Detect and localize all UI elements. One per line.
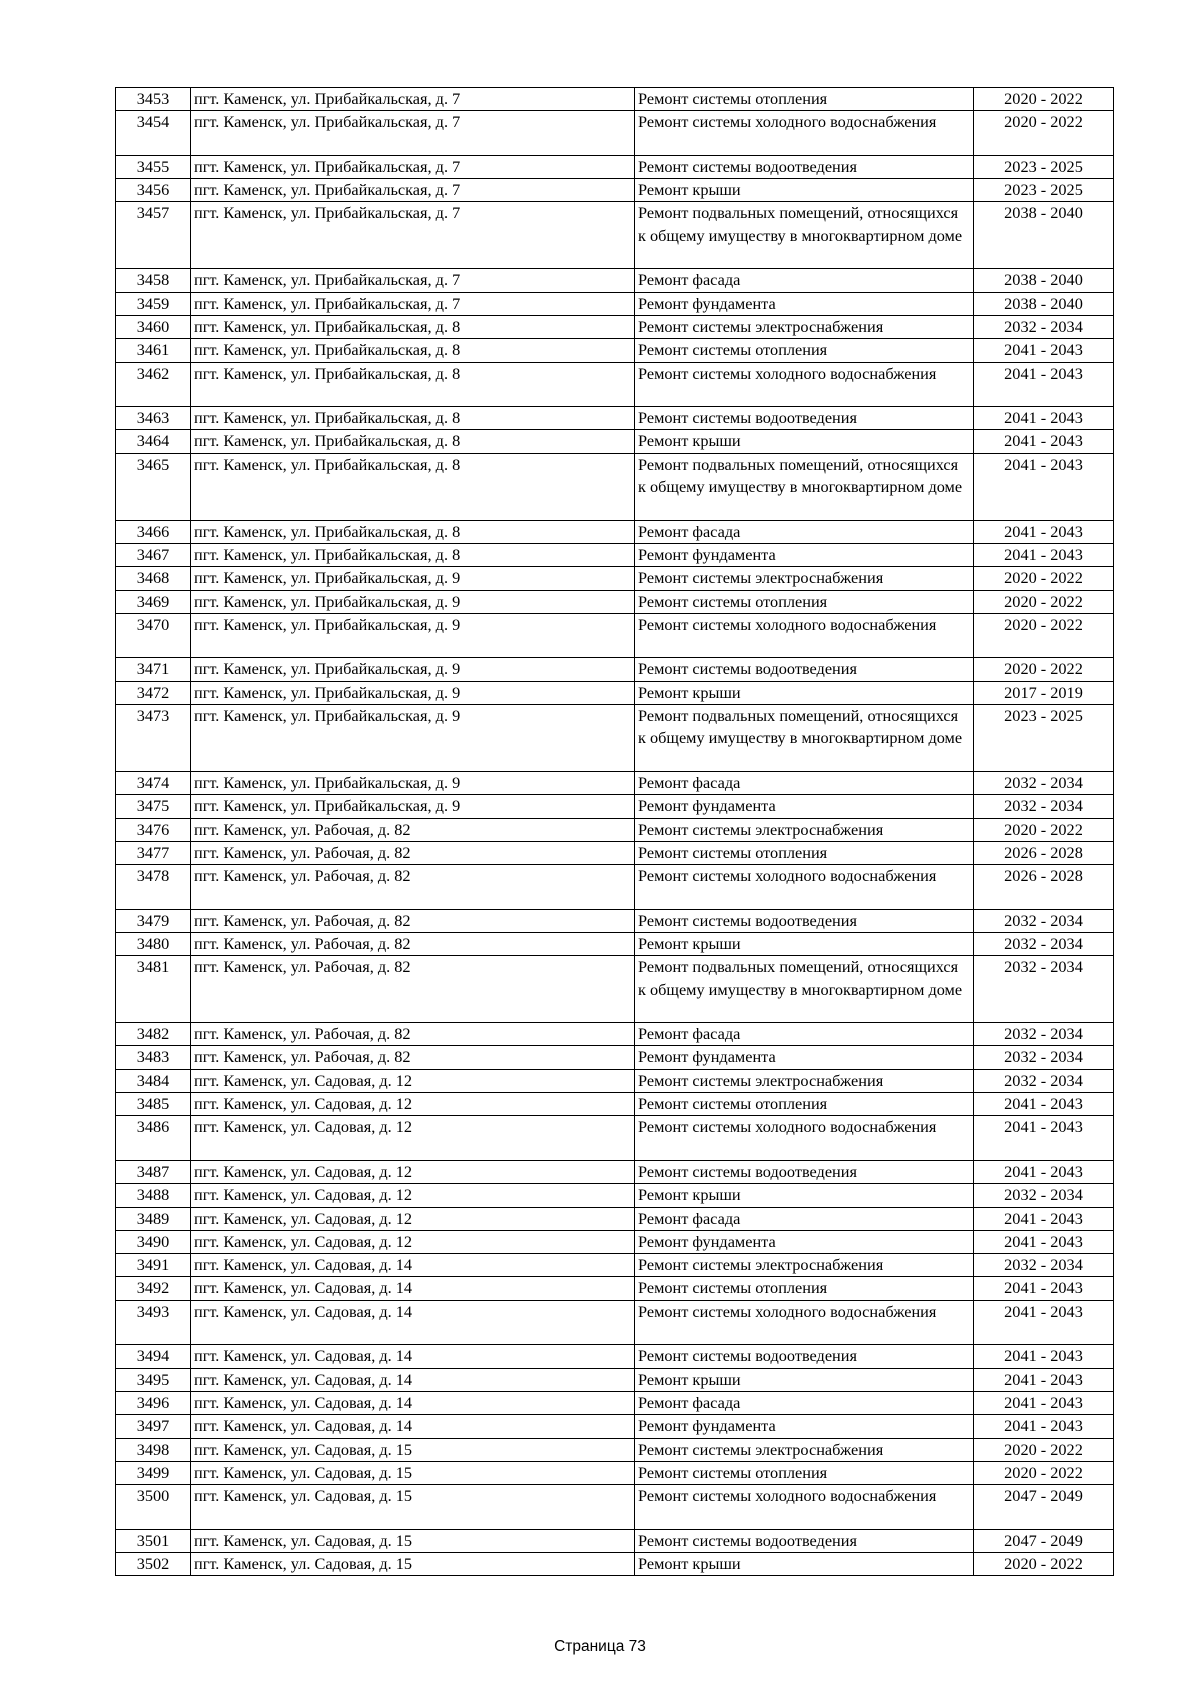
period-cell: 2047 - 2049	[974, 1529, 1114, 1552]
row-number-cell: 3474	[116, 771, 191, 794]
work-type-cell: Ремонт системы отопления	[635, 1277, 974, 1300]
table-row	[116, 202, 1114, 269]
address-cell: пгт. Каменск, ул. Прибайкальская, д. 9	[191, 795, 635, 818]
row-number-cell: 3479	[116, 909, 191, 932]
table-row	[116, 111, 1114, 156]
period-cell: 2020 - 2022	[974, 818, 1114, 841]
work-type-cell: Ремонт системы электроснабжения	[635, 1069, 974, 1092]
work-type-cell: Ремонт системы водоотведения	[635, 1160, 974, 1183]
period-cell: 2032 - 2034	[974, 1046, 1114, 1069]
work-type-cell: Ремонт системы электроснабжения	[635, 1254, 974, 1277]
row-number-cell: 3483	[116, 1046, 191, 1069]
address-cell: пгт. Каменск, ул. Прибайкальская, д. 8	[191, 453, 635, 520]
period-cell: 2041 - 2043	[974, 362, 1114, 407]
address-cell: пгт. Каменск, ул. Садовая, д. 14	[191, 1345, 635, 1368]
address-cell: пгт. Каменск, ул. Прибайкальская, д. 8	[191, 362, 635, 407]
table-row	[116, 1230, 1114, 1253]
period-cell: 2047 - 2049	[974, 1485, 1114, 1530]
work-type-cell: Ремонт системы холодного водоснабжения	[635, 111, 974, 156]
period-cell: 2032 - 2034	[974, 315, 1114, 338]
work-type-cell: Ремонт системы отопления	[635, 1093, 974, 1116]
table-row	[116, 1415, 1114, 1438]
table-row	[116, 681, 1114, 704]
address-cell: пгт. Каменск, ул. Прибайкальская, д. 7	[191, 269, 635, 292]
work-type-cell: Ремонт фундамента	[635, 543, 974, 566]
row-number-cell: 3491	[116, 1254, 191, 1277]
period-cell: 2032 - 2034	[974, 1254, 1114, 1277]
row-number-cell: 3463	[116, 407, 191, 430]
period-cell: 2038 - 2040	[974, 292, 1114, 315]
period-cell: 2023 - 2025	[974, 155, 1114, 178]
address-cell: пгт. Каменск, ул. Прибайкальская, д. 7	[191, 88, 635, 111]
period-cell: 2041 - 2043	[974, 1415, 1114, 1438]
address-cell: пгт. Каменск, ул. Садовая, д. 15	[191, 1438, 635, 1461]
row-number-cell: 3493	[116, 1300, 191, 1345]
table-row	[116, 269, 1114, 292]
work-type-cell: Ремонт фундамента	[635, 1230, 974, 1253]
period-cell: 2020 - 2022	[974, 1438, 1114, 1461]
table-row	[116, 932, 1114, 955]
work-type-cell: Ремонт фундамента	[635, 1046, 974, 1069]
address-cell: пгт. Каменск, ул. Прибайкальская, д. 9	[191, 567, 635, 590]
row-number-cell: 3501	[116, 1529, 191, 1552]
work-type-cell: Ремонт крыши	[635, 1553, 974, 1576]
table-row	[116, 315, 1114, 338]
address-cell: пгт. Каменск, ул. Прибайкальская, д. 7	[191, 111, 635, 156]
work-type-cell: Ремонт системы водоотведения	[635, 909, 974, 932]
row-number-cell: 3468	[116, 567, 191, 590]
table-row	[116, 1023, 1114, 1046]
address-cell: пгт. Каменск, ул. Рабочая, д. 82	[191, 865, 635, 910]
period-cell: 2020 - 2022	[974, 1553, 1114, 1576]
address-cell: пгт. Каменск, ул. Садовая, д. 14	[191, 1254, 635, 1277]
work-type-cell: Ремонт подвальных помещений, относящихся к общему имуществу в многоквартирном доме	[635, 705, 974, 772]
address-cell: пгт. Каменск, ул. Садовая, д. 12	[191, 1207, 635, 1230]
address-cell: пгт. Каменск, ул. Рабочая, д. 82	[191, 1023, 635, 1046]
row-number-cell: 3492	[116, 1277, 191, 1300]
row-number-cell: 3461	[116, 339, 191, 362]
address-cell: пгт. Каменск, ул. Прибайкальская, д. 8	[191, 315, 635, 338]
row-number-cell: 3480	[116, 932, 191, 955]
address-cell: пгт. Каменск, ул. Садовая, д. 15	[191, 1461, 635, 1484]
address-cell: пгт. Каменск, ул. Прибайкальская, д. 9	[191, 658, 635, 681]
table-row	[116, 155, 1114, 178]
period-cell: 2041 - 2043	[974, 1391, 1114, 1414]
period-cell: 2020 - 2022	[974, 88, 1114, 111]
row-number-cell: 3457	[116, 202, 191, 269]
row-number-cell: 3478	[116, 865, 191, 910]
period-cell: 2026 - 2028	[974, 841, 1114, 864]
address-cell: пгт. Каменск, ул. Прибайкальская, д. 7	[191, 202, 635, 269]
address-cell: пгт. Каменск, ул. Садовая, д. 12	[191, 1116, 635, 1161]
work-type-cell: Ремонт системы электроснабжения	[635, 818, 974, 841]
address-cell: пгт. Каменск, ул. Прибайкальская, д. 7	[191, 292, 635, 315]
address-cell: пгт. Каменск, ул. Рабочая, д. 82	[191, 841, 635, 864]
row-number-cell: 3464	[116, 430, 191, 453]
table-row	[116, 658, 1114, 681]
work-type-cell: Ремонт фундамента	[635, 1415, 974, 1438]
table-row	[116, 590, 1114, 613]
work-type-cell: Ремонт фасада	[635, 1207, 974, 1230]
table-row	[116, 1461, 1114, 1484]
table-row	[116, 909, 1114, 932]
row-number-cell: 3495	[116, 1368, 191, 1391]
work-type-cell: Ремонт системы отопления	[635, 841, 974, 864]
table-row	[116, 841, 1114, 864]
work-type-cell: Ремонт системы холодного водоснабжения	[635, 1300, 974, 1345]
row-number-cell: 3484	[116, 1069, 191, 1092]
period-cell: 2041 - 2043	[974, 1345, 1114, 1368]
row-number-cell: 3498	[116, 1438, 191, 1461]
table-row	[116, 430, 1114, 453]
table-row	[116, 1254, 1114, 1277]
work-type-cell: Ремонт системы водоотведения	[635, 1345, 974, 1368]
work-type-cell: Ремонт крыши	[635, 681, 974, 704]
address-cell: пгт. Каменск, ул. Рабочая, д. 82	[191, 1046, 635, 1069]
page-number-label: Страница 73	[554, 1638, 646, 1655]
repair-schedule-table	[115, 87, 1114, 1576]
period-cell: 2020 - 2022	[974, 111, 1114, 156]
period-cell: 2020 - 2022	[974, 567, 1114, 590]
table-row	[116, 1438, 1114, 1461]
address-cell: пгт. Каменск, ул. Рабочая, д. 82	[191, 818, 635, 841]
period-cell: 2026 - 2028	[974, 865, 1114, 910]
row-number-cell: 3473	[116, 705, 191, 772]
period-cell: 2032 - 2034	[974, 1184, 1114, 1207]
work-type-cell: Ремонт подвальных помещений, относящихся к общему имуществу в многоквартирном доме	[635, 453, 974, 520]
address-cell: пгт. Каменск, ул. Рабочая, д. 82	[191, 909, 635, 932]
period-cell: 2032 - 2034	[974, 1023, 1114, 1046]
period-cell: 2041 - 2043	[974, 430, 1114, 453]
work-type-cell: Ремонт подвальных помещений, относящихся к общему имуществу в многоквартирном доме	[635, 202, 974, 269]
work-type-cell: Ремонт фундамента	[635, 292, 974, 315]
row-number-cell: 3453	[116, 88, 191, 111]
row-number-cell: 3459	[116, 292, 191, 315]
address-cell: пгт. Каменск, ул. Садовая, д. 14	[191, 1391, 635, 1414]
period-cell: 2032 - 2034	[974, 795, 1114, 818]
table-row	[116, 1277, 1114, 1300]
period-cell: 2038 - 2040	[974, 202, 1114, 269]
work-type-cell: Ремонт фасада	[635, 520, 974, 543]
row-number-cell: 3475	[116, 795, 191, 818]
work-type-cell: Ремонт системы электроснабжения	[635, 1438, 974, 1461]
address-cell: пгт. Каменск, ул. Садовая, д. 15	[191, 1553, 635, 1576]
address-cell: пгт. Каменск, ул. Прибайкальская, д. 8	[191, 339, 635, 362]
address-cell: пгт. Каменск, ул. Садовая, д. 14	[191, 1300, 635, 1345]
address-cell: пгт. Каменск, ул. Прибайкальская, д. 9	[191, 681, 635, 704]
address-cell: пгт. Каменск, ул. Прибайкальская, д. 9	[191, 771, 635, 794]
row-number-cell: 3490	[116, 1230, 191, 1253]
work-type-cell: Ремонт фасада	[635, 1023, 974, 1046]
work-type-cell: Ремонт системы водоотведения	[635, 1529, 974, 1552]
row-number-cell: 3502	[116, 1553, 191, 1576]
address-cell: пгт. Каменск, ул. Садовая, д. 14	[191, 1368, 635, 1391]
table-row	[116, 1391, 1114, 1414]
period-cell: 2023 - 2025	[974, 179, 1114, 202]
address-cell: пгт. Каменск, ул. Садовая, д. 15	[191, 1485, 635, 1530]
row-number-cell: 3476	[116, 818, 191, 841]
period-cell: 2041 - 2043	[974, 1207, 1114, 1230]
work-type-cell: Ремонт системы отопления	[635, 88, 974, 111]
table-row	[116, 771, 1114, 794]
row-number-cell: 3467	[116, 543, 191, 566]
address-cell: пгт. Каменск, ул. Садовая, д. 12	[191, 1069, 635, 1092]
address-cell: пгт. Каменск, ул. Садовая, д. 12	[191, 1184, 635, 1207]
row-number-cell: 3471	[116, 658, 191, 681]
period-cell: 2020 - 2022	[974, 658, 1114, 681]
row-number-cell: 3462	[116, 362, 191, 407]
period-cell: 2041 - 2043	[974, 1300, 1114, 1345]
period-cell: 2020 - 2022	[974, 1461, 1114, 1484]
row-number-cell: 3481	[116, 956, 191, 1023]
row-number-cell: 3458	[116, 269, 191, 292]
work-type-cell: Ремонт крыши	[635, 179, 974, 202]
address-cell: пгт. Каменск, ул. Прибайкальская, д. 8	[191, 407, 635, 430]
work-type-cell: Ремонт фасада	[635, 269, 974, 292]
work-type-cell: Ремонт фасада	[635, 771, 974, 794]
table-body	[116, 88, 1114, 1576]
work-type-cell: Ремонт фасада	[635, 1391, 974, 1414]
work-type-cell: Ремонт крыши	[635, 1368, 974, 1391]
work-type-cell: Ремонт системы холодного водоснабжения	[635, 1116, 974, 1161]
work-type-cell: Ремонт системы холодного водоснабжения	[635, 362, 974, 407]
table-row	[116, 1300, 1114, 1345]
period-cell: 2017 - 2019	[974, 681, 1114, 704]
table-row	[116, 453, 1114, 520]
table-row	[116, 339, 1114, 362]
table-row	[116, 1160, 1114, 1183]
row-number-cell: 3469	[116, 590, 191, 613]
period-cell: 2041 - 2043	[974, 339, 1114, 362]
period-cell: 2032 - 2034	[974, 771, 1114, 794]
period-cell: 2038 - 2040	[974, 269, 1114, 292]
period-cell: 2041 - 2043	[974, 543, 1114, 566]
table-row	[116, 865, 1114, 910]
row-number-cell: 3487	[116, 1160, 191, 1183]
work-type-cell: Ремонт крыши	[635, 430, 974, 453]
table-row	[116, 1529, 1114, 1552]
table-row	[116, 818, 1114, 841]
address-cell: пгт. Каменск, ул. Прибайкальская, д. 9	[191, 613, 635, 658]
table-row	[116, 613, 1114, 658]
row-number-cell: 3456	[116, 179, 191, 202]
address-cell: пгт. Каменск, ул. Садовая, д. 14	[191, 1277, 635, 1300]
work-type-cell: Ремонт системы водоотведения	[635, 658, 974, 681]
row-number-cell: 3497	[116, 1415, 191, 1438]
row-number-cell: 3488	[116, 1184, 191, 1207]
address-cell: пгт. Каменск, ул. Прибайкальская, д. 8	[191, 430, 635, 453]
period-cell: 2041 - 2043	[974, 407, 1114, 430]
table-row	[116, 1485, 1114, 1530]
period-cell: 2032 - 2034	[974, 956, 1114, 1023]
work-type-cell: Ремонт крыши	[635, 1184, 974, 1207]
table-row	[116, 956, 1114, 1023]
table-row	[116, 795, 1114, 818]
table-row	[116, 705, 1114, 772]
table-row	[116, 567, 1114, 590]
work-type-cell: Ремонт системы холодного водоснабжения	[635, 613, 974, 658]
row-number-cell: 3454	[116, 111, 191, 156]
row-number-cell: 3486	[116, 1116, 191, 1161]
work-type-cell: Ремонт крыши	[635, 932, 974, 955]
row-number-cell: 3460	[116, 315, 191, 338]
address-cell: пгт. Каменск, ул. Садовая, д. 14	[191, 1415, 635, 1438]
row-number-cell: 3465	[116, 453, 191, 520]
period-cell: 2041 - 2043	[974, 1230, 1114, 1253]
table-row	[116, 1069, 1114, 1092]
period-cell: 2041 - 2043	[974, 1093, 1114, 1116]
address-cell: пгт. Каменск, ул. Рабочая, д. 82	[191, 956, 635, 1023]
table-row	[116, 1207, 1114, 1230]
address-cell: пгт. Каменск, ул. Садовая, д. 12	[191, 1230, 635, 1253]
row-number-cell: 3482	[116, 1023, 191, 1046]
address-cell: пгт. Каменск, ул. Прибайкальская, д. 7	[191, 179, 635, 202]
address-cell: пгт. Каменск, ул. Садовая, д. 12	[191, 1093, 635, 1116]
work-type-cell: Ремонт системы холодного водоснабжения	[635, 865, 974, 910]
address-cell: пгт. Каменск, ул. Прибайкальская, д. 9	[191, 705, 635, 772]
table-row	[116, 1368, 1114, 1391]
row-number-cell: 3477	[116, 841, 191, 864]
work-type-cell: Ремонт системы водоотведения	[635, 155, 974, 178]
work-type-cell: Ремонт системы отопления	[635, 1461, 974, 1484]
work-type-cell: Ремонт системы водоотведения	[635, 407, 974, 430]
period-cell: 2041 - 2043	[974, 520, 1114, 543]
period-cell: 2041 - 2043	[974, 1116, 1114, 1161]
table-row	[116, 1184, 1114, 1207]
period-cell: 2041 - 2043	[974, 1160, 1114, 1183]
address-cell: пгт. Каменск, ул. Прибайкальская, д. 9	[191, 590, 635, 613]
work-type-cell: Ремонт системы холодного водоснабжения	[635, 1485, 974, 1530]
work-type-cell: Ремонт подвальных помещений, относящихся к общему имуществу в многоквартирном доме	[635, 956, 974, 1023]
period-cell: 2032 - 2034	[974, 932, 1114, 955]
address-cell: пгт. Каменск, ул. Прибайкальская, д. 7	[191, 155, 635, 178]
period-cell: 2041 - 2043	[974, 453, 1114, 520]
work-type-cell: Ремонт системы отопления	[635, 590, 974, 613]
row-number-cell: 3500	[116, 1485, 191, 1530]
work-type-cell: Ремонт фундамента	[635, 795, 974, 818]
period-cell: 2020 - 2022	[974, 613, 1114, 658]
table-row	[116, 1553, 1114, 1576]
table-row	[116, 88, 1114, 111]
table-row	[116, 520, 1114, 543]
work-type-cell: Ремонт системы отопления	[635, 339, 974, 362]
row-number-cell: 3466	[116, 520, 191, 543]
row-number-cell: 3472	[116, 681, 191, 704]
row-number-cell: 3496	[116, 1391, 191, 1414]
table-row	[116, 1093, 1114, 1116]
row-number-cell: 3494	[116, 1345, 191, 1368]
table-row	[116, 1345, 1114, 1368]
period-cell: 2032 - 2034	[974, 909, 1114, 932]
row-number-cell: 3470	[116, 613, 191, 658]
page-footer	[0, 1638, 1200, 1656]
table-row	[116, 1116, 1114, 1161]
address-cell: пгт. Каменск, ул. Прибайкальская, д. 8	[191, 520, 635, 543]
row-number-cell: 3499	[116, 1461, 191, 1484]
row-number-cell: 3489	[116, 1207, 191, 1230]
table-row	[116, 543, 1114, 566]
table-row	[116, 362, 1114, 407]
period-cell: 2020 - 2022	[974, 590, 1114, 613]
period-cell: 2041 - 2043	[974, 1368, 1114, 1391]
address-cell: пгт. Каменск, ул. Рабочая, д. 82	[191, 932, 635, 955]
table-row	[116, 179, 1114, 202]
table-row	[116, 292, 1114, 315]
address-cell: пгт. Каменск, ул. Садовая, д. 12	[191, 1160, 635, 1183]
row-number-cell: 3485	[116, 1093, 191, 1116]
row-number-cell: 3455	[116, 155, 191, 178]
work-type-cell: Ремонт системы электроснабжения	[635, 567, 974, 590]
table-row	[116, 407, 1114, 430]
period-cell: 2041 - 2043	[974, 1277, 1114, 1300]
period-cell: 2032 - 2034	[974, 1069, 1114, 1092]
address-cell: пгт. Каменск, ул. Прибайкальская, д. 8	[191, 543, 635, 566]
work-type-cell: Ремонт системы электроснабжения	[635, 315, 974, 338]
address-cell: пгт. Каменск, ул. Садовая, д. 15	[191, 1529, 635, 1552]
table-row	[116, 1046, 1114, 1069]
period-cell: 2023 - 2025	[974, 705, 1114, 772]
